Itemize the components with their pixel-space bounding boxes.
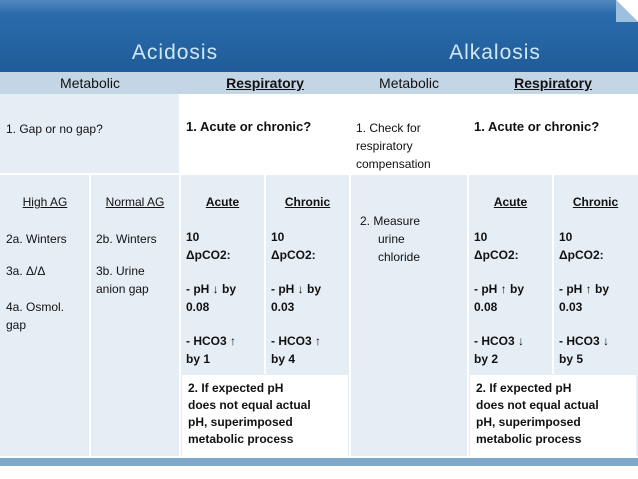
divider (349, 94, 351, 458)
page-curl-icon (616, 0, 638, 22)
acid-acute-values: 10 ΔpCO2: - pH ↓ by 0.08 - HCO3 ↑ by 1 (186, 230, 237, 366)
footer-strip (0, 466, 638, 479)
acid-chronic-heading: Chronic (284, 195, 331, 209)
title-banner-sheen (0, 0, 638, 14)
alk-resp-q-cell (468, 94, 638, 174)
divider (89, 174, 91, 458)
high-ag-heading: High AG (22, 195, 68, 209)
alkalosis-heading: Alkalosis (449, 41, 541, 64)
acid-acute-chronic-question: 1. Acute or chronic? (186, 119, 312, 134)
high-ag-osmol-gap: gap (6, 318, 27, 332)
gap-question: 1. Gap or no gap? (6, 122, 103, 136)
high-ag-delta: 3a. Δ/Δ (6, 264, 46, 278)
footer-bar (0, 458, 638, 466)
measure-urine-chloride: 2. Measure urine chloride (360, 214, 421, 264)
acid-superimposed-note: 2. If expected pH does not equal actual pH, superimposed metabolic process (182, 375, 348, 457)
alk-acute-chronic-question: 1. Acute or chronic? (474, 119, 600, 134)
divider (467, 94, 469, 458)
acid-chronic-values: 10 ΔpCO2: - pH ↓ by 0.03 - HCO3 ↑ by 4 (271, 230, 322, 366)
alk-chronic-heading: Chronic (572, 195, 619, 209)
acidosis-metabolic-label: Metabolic (60, 75, 120, 91)
normal-ag-heading: Normal AG (105, 195, 165, 209)
divider (0, 173, 638, 175)
alk-chronic-values: 10 ΔpCO2: - pH ↑ by 0.03 - HCO3 ↓ by 5 (559, 230, 610, 366)
normal-ag-cell (90, 174, 180, 456)
alkalosis-metabolic-label: Metabolic (379, 75, 439, 91)
alk-acute-values: 10 ΔpCO2: - pH ↑ by 0.08 - HCO3 ↓ by 2 (474, 230, 525, 366)
high-ag-winters: 2a. Winters (6, 232, 67, 246)
alk-superimposed-note: 2. If expected pH does not equal actual pH, superimposed metabolic process (470, 375, 636, 457)
alkalosis-respiratory-label: Respiratory (514, 75, 592, 91)
check-compensation-text: 1. Check for respiratory compensation (356, 121, 431, 171)
acid-resp-q-cell (180, 94, 350, 174)
divider (179, 94, 181, 458)
acid-acute-heading: Acute (205, 195, 240, 209)
acidosis-respiratory-label: Respiratory (226, 75, 304, 91)
alk-acute-heading: Acute (493, 195, 528, 209)
acidosis-heading: Acidosis (131, 41, 219, 64)
normal-ag-winters: 2b. Winters (96, 232, 157, 246)
normal-ag-anion-gap: anion gap (96, 282, 149, 296)
normal-ag-urine: 3b. Urine (96, 264, 145, 278)
high-ag-osmol: 4a. Osmol. (6, 300, 65, 314)
